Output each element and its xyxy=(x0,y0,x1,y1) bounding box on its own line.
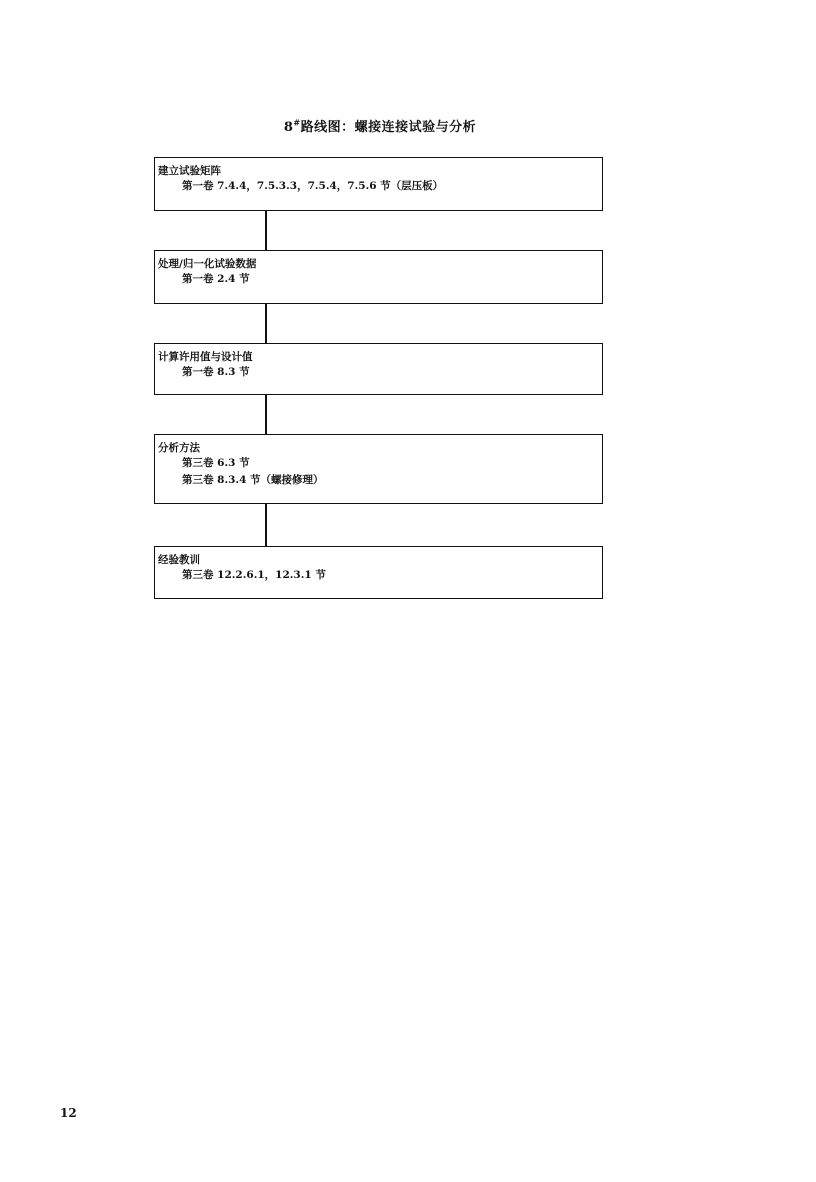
flow-box-allowables xyxy=(154,343,603,395)
flow-box-title: 处理/归一化试验数据 xyxy=(158,258,257,270)
flow-connector xyxy=(265,395,267,434)
flow-box-process-data xyxy=(154,250,603,304)
flow-box-reference: 第一卷 8.3 节 xyxy=(182,366,250,378)
flow-connector xyxy=(265,504,267,546)
flow-box-title: 计算许用值与设计值 xyxy=(158,351,253,363)
flow-box-title: 分析方法 xyxy=(158,442,200,454)
title-prefix: 8 xyxy=(283,120,294,135)
flow-connector xyxy=(265,304,267,343)
page-title xyxy=(0,116,760,135)
flow-box-reference: 第一卷 2.4 节 xyxy=(182,273,250,285)
flow-connector xyxy=(265,211,267,250)
flow-box-lessons-learned xyxy=(154,546,603,599)
flow-box-reference: 第三卷 8.3.4 节（螺接修理） xyxy=(182,474,324,486)
flow-box-analysis-methods xyxy=(154,434,603,504)
flow-box-title: 建立试验矩阵 xyxy=(158,165,221,177)
flow-box-reference: 第一卷 7.4.4，7.5.3.3，7.5.4，7.5.6 节（层压板） xyxy=(182,180,444,192)
flow-box-reference: 第三卷 6.3 节 xyxy=(182,457,250,469)
page-number: 12 xyxy=(60,1106,77,1120)
title-text: 路线图：螺接连接试验与分析 xyxy=(300,120,477,135)
flow-box-title: 经验教训 xyxy=(158,554,200,566)
title-superscript: # xyxy=(293,117,301,128)
flow-box-reference: 第三卷 12.2.6.1，12.3.1 节 xyxy=(182,569,326,581)
flow-box-test-matrix xyxy=(154,157,603,211)
